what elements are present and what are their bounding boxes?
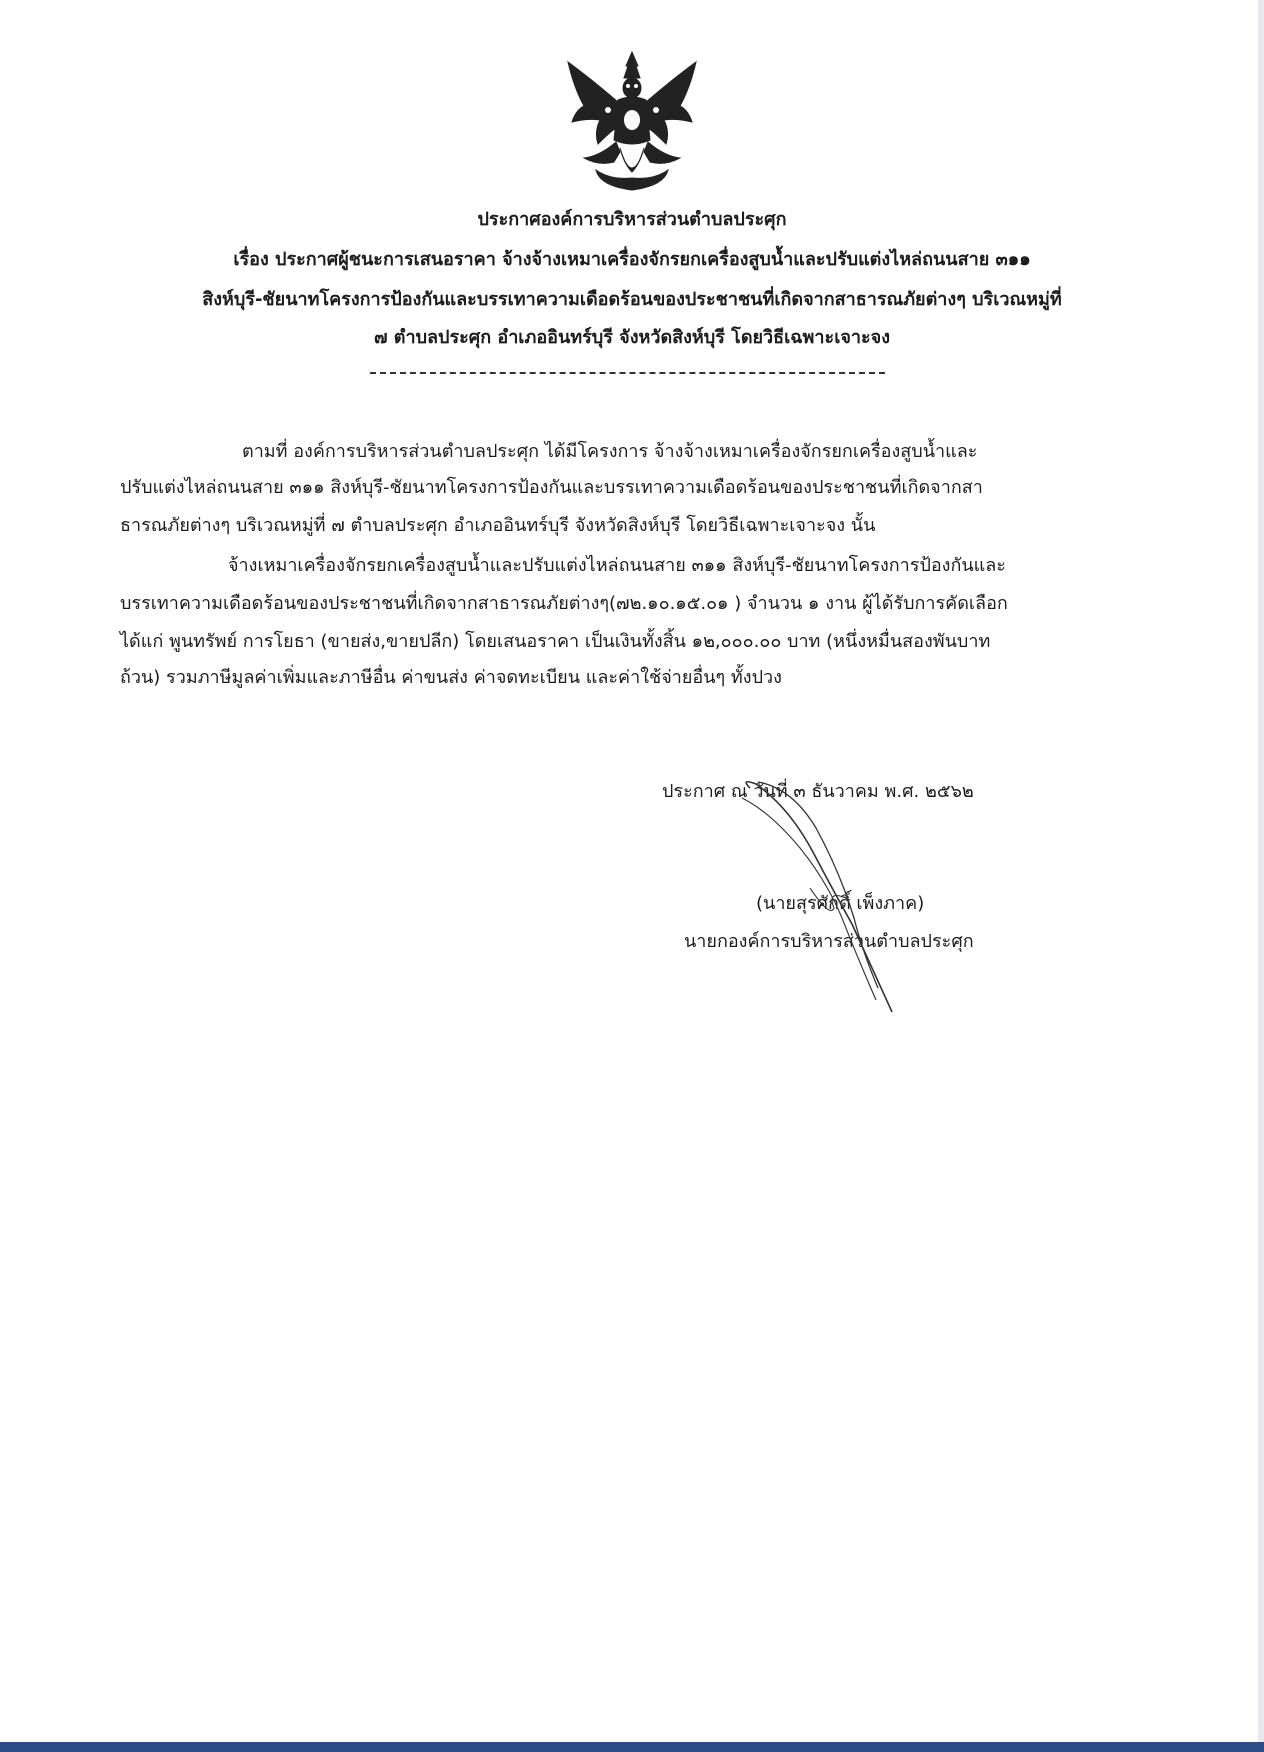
paragraph-1-line-3: ธารณภัยต่างๆ บริเวณหมู่ที่ ๗ ตำบลประศุก อำเภออินทร์บุรี จังหวัดสิงห์บุรี โดยวิธีเฉพาะเจาะจง นั้น <box>120 515 876 536</box>
subject-line-1: เรื่อง ประกาศผู้ชนะการเสนอราคา จ้างจ้างเหมาเครื่องจักรยกเครื่องสูบน้ำและปรับแต่งไหล่ถนนสาย ๓๑๑ <box>233 249 1031 270</box>
subject-line-2: สิงห์บุรี-ชัยนาทโครงการป้องกันและบรรเทาความเดือดร้อนของประชาชนที่เกิดจากสาธารณภัยต่างๆ บริเวณหมู่ที่ <box>202 289 1062 310</box>
scan-edge-bottom <box>0 1742 1264 1752</box>
announcement-date: ประกาศ ณ วันที่ ๓ ธันวาคม พ.ศ. ๒๕๖๒ <box>662 781 974 802</box>
paragraph-2-line-4: ถ้วน) รวมภาษีมูลค่าเพิ่มและภาษีอื่น ค่าขนส่ง ค่าจดทะเบียน และค่าใช้จ่ายอื่นๆ ทั้งปวง <box>120 667 782 688</box>
paragraph-2-line-3: ได้แก่ พูนทรัพย์ การโยธา (ขายส่ง,ขายปลีก) โดยเสนอราคา เป็นเงินทั้งสิ้น ๑๒,๐๐๐.๐๐ บาท (หนึ่งหมื่นสองพันบาท <box>120 631 991 652</box>
paragraph-1-line-2: ปรับแต่งไหล่ถนนสาย ๓๑๑ สิงห์บุรี-ชัยนาทโครงการป้องกันและบรรเทาความเดือดร้อนของประชาชนที่เกิดจากสา <box>120 477 983 498</box>
signer-name: (นายสุรศักดิ์ เพ็งภาค) <box>756 893 925 914</box>
handwritten-signature <box>730 768 910 1018</box>
announcement-title: ประกาศองค์การบริหารส่วนตำบลประศุก <box>477 209 787 230</box>
paragraph-1-line-1: ตามที่ องค์การบริหารส่วนตำบลประศุก ได้มีโครงการ จ้างจ้างเหมาเครื่องจักรยกเครื่องสูบน้ำและ <box>242 441 978 462</box>
signer-title: นายกองค์การบริหารส่วนตำบลประศุก <box>684 931 974 952</box>
garuda-emblem <box>560 48 704 196</box>
dashed-divider <box>370 372 885 374</box>
paragraph-2-line-1: จ้างเหมาเครื่องจักรยกเครื่องสูบน้ำและปรับแต่งไหล่ถนนสาย ๓๑๑ สิงห์บุรี-ชัยนาทโครงการป้องกันและ <box>228 555 1006 576</box>
paragraph-2-line-2: บรรเทาความเดือดร้อนของประชาชนที่เกิดจากสาธารณภัยต่างๆ(๗๒.๑๐.๑๕.๐๑ ) จำนวน ๑ งาน ผู้ได้รับการคัดเลือก <box>120 593 1008 614</box>
subject-line-3: ๗ ตำบลประศุก อำเภออินทร์บุรี จังหวัดสิงห์บุรี โดยวิธีเฉพาะเจาะจง <box>373 327 891 348</box>
scan-edge-right <box>1258 0 1264 1752</box>
